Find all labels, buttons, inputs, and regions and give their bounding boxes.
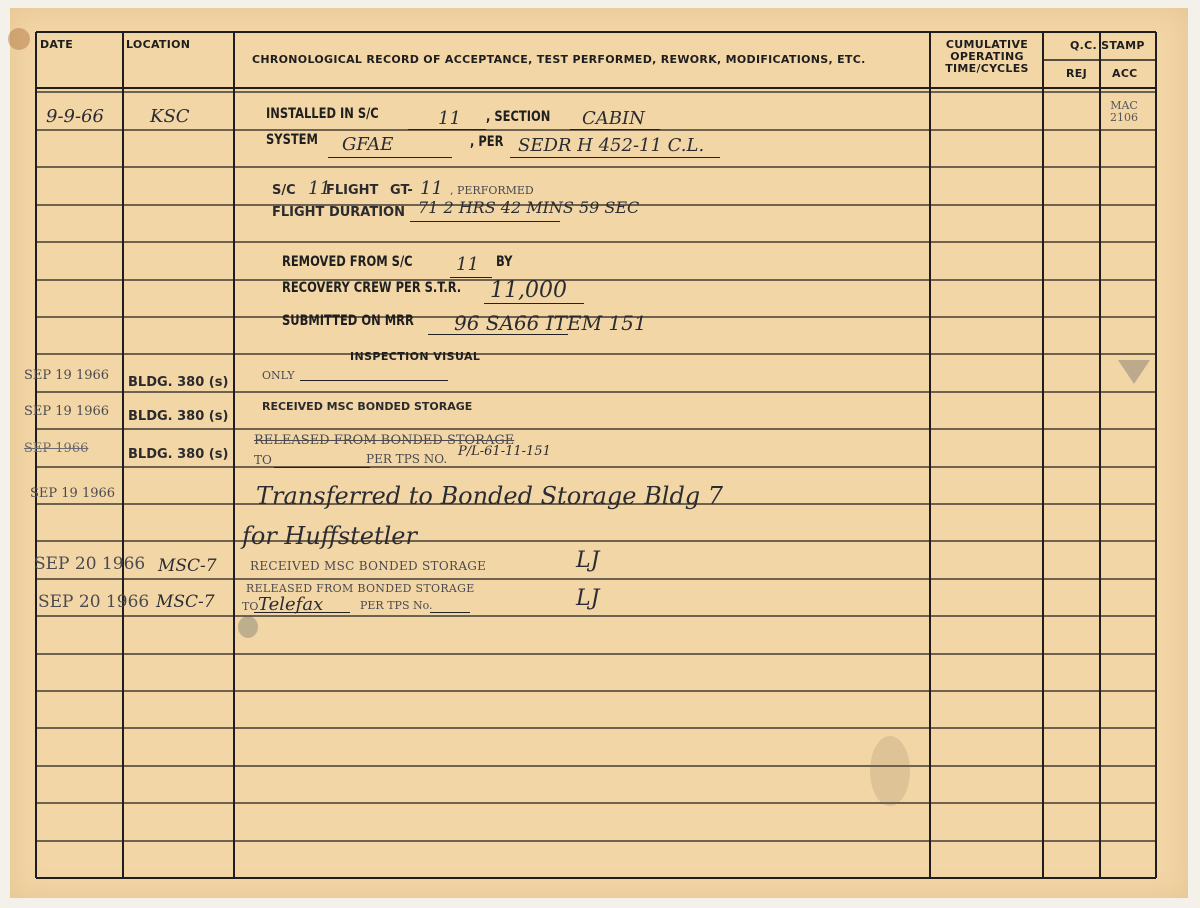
system-label: SYSTEM bbox=[266, 132, 318, 148]
flight-gt-label: GT- bbox=[390, 183, 413, 198]
installed-sc-value: 11 bbox=[438, 108, 461, 129]
header-cumulative: CUMULATIVE OPERATING TIME/CYCLES bbox=[945, 38, 1029, 75]
log2-location: BLDG. 380 (s) bbox=[128, 447, 229, 462]
removed-sc-value: 11 bbox=[456, 254, 479, 275]
log5-date: SEP 20 1966 bbox=[38, 592, 150, 612]
header-date: DATE bbox=[40, 38, 74, 51]
entry1-location: KSC bbox=[150, 106, 190, 127]
log5-to: TO bbox=[242, 600, 259, 613]
header-acc: ACC bbox=[1112, 67, 1138, 80]
log3-text2: for Huffstetler bbox=[242, 522, 417, 550]
system-value: GFAE bbox=[342, 134, 394, 155]
submitted-value: 96 SA66 ITEM 151 bbox=[454, 311, 647, 335]
flight-gt-value: 11 bbox=[420, 178, 443, 199]
flight-sc-label: S/C bbox=[272, 183, 296, 198]
section-value: CABIN bbox=[582, 108, 645, 129]
acc-stamp: MAC 2106 bbox=[1110, 99, 1138, 124]
per-value: SEDR H 452-11 C.L. bbox=[518, 135, 705, 156]
crew-value: 11,000 bbox=[490, 278, 567, 303]
log4-text: RECEIVED MSC BONDED STORAGE bbox=[250, 559, 487, 573]
flight-duration-value: 71 2 HRS 42 MINS 59 SEC bbox=[418, 198, 640, 217]
header-qc-stamp: Q.C. STAMP bbox=[1070, 39, 1145, 52]
log3-text: Transferred to Bonded Storage Bldg 7 bbox=[256, 482, 724, 510]
per-label: , PER bbox=[470, 134, 504, 150]
log2-text: RELEASED FROM BONDED STORAGE bbox=[254, 433, 515, 448]
log0-location: BLDG. 380 (s) bbox=[128, 375, 229, 390]
log2-to: TO bbox=[254, 453, 272, 467]
log5-text: RELEASED FROM BONDED STORAGE bbox=[246, 582, 475, 595]
log4-date: SEP 20 1966 bbox=[34, 554, 146, 574]
removed-by: BY bbox=[496, 254, 513, 270]
header-rej: REJ bbox=[1066, 67, 1087, 80]
crew-line bbox=[484, 303, 584, 304]
log5-to-value: Telefax bbox=[258, 594, 324, 615]
log2-per-tps: PER TPS NO. bbox=[366, 452, 448, 466]
per-line bbox=[510, 157, 720, 158]
log5-per-line bbox=[430, 612, 470, 613]
log3-date: SEP 19 1966 bbox=[30, 486, 116, 501]
flight-sc-value: 11 bbox=[308, 178, 331, 199]
log2-to-line bbox=[274, 467, 370, 468]
log5-per-tps: PER TPS No. bbox=[360, 599, 433, 612]
log4-initials: LJ bbox=[576, 548, 600, 573]
inspection-stamp-icon bbox=[1118, 360, 1150, 384]
inspection-label: INSPECTION VISUAL bbox=[350, 350, 481, 363]
inspection-only: ONLY bbox=[262, 369, 295, 382]
log0-date: SEP 19 1966 bbox=[24, 368, 110, 383]
log4-location: MSC-7 bbox=[158, 556, 217, 576]
log2-date: SEP 1966 bbox=[24, 441, 89, 456]
coffee-stain bbox=[8, 28, 30, 50]
log1-location: BLDG. 380 (s) bbox=[128, 409, 229, 424]
log1-text: RECEIVED MSC BONDED STORAGE bbox=[262, 400, 473, 413]
flight-performed: , PERFORMED bbox=[450, 184, 534, 197]
log5-to-line bbox=[254, 612, 350, 613]
flight-label: FLIGHT bbox=[326, 183, 379, 198]
section-line bbox=[570, 129, 660, 130]
flight-duration-line bbox=[410, 221, 560, 222]
record-card bbox=[10, 8, 1188, 898]
entry1-date: 9-9-66 bbox=[46, 106, 104, 127]
crew-label: RECOVERY CREW PER S.T.R. bbox=[282, 280, 462, 296]
installed-sc-line bbox=[408, 129, 486, 130]
log5-initials: LJ bbox=[576, 586, 600, 611]
water-stain bbox=[870, 736, 910, 806]
log2-tps-value: P/L-61-11-151 bbox=[458, 444, 551, 459]
removed-line bbox=[450, 277, 492, 278]
section-label: , SECTION bbox=[486, 109, 551, 125]
ink-smudge bbox=[238, 616, 258, 638]
system-line bbox=[328, 157, 452, 158]
submitted-label: SUBMITTED ON MRR bbox=[282, 313, 414, 329]
header-location: LOCATION bbox=[126, 38, 191, 51]
flight-duration-label: FLIGHT DURATION bbox=[272, 205, 405, 220]
header-record: CHRONOLOGICAL RECORD OF ACCEPTANCE, TEST PERFORMED, REWORK, MODIFICATIONS, ETC. bbox=[252, 53, 866, 66]
installed-label: INSTALLED IN S/C bbox=[266, 106, 379, 122]
inspection-line bbox=[300, 380, 448, 381]
log5-location: MSC-7 bbox=[156, 592, 215, 612]
log1-date: SEP 19 1966 bbox=[24, 404, 110, 419]
removed-label: REMOVED FROM S/C bbox=[282, 254, 413, 270]
